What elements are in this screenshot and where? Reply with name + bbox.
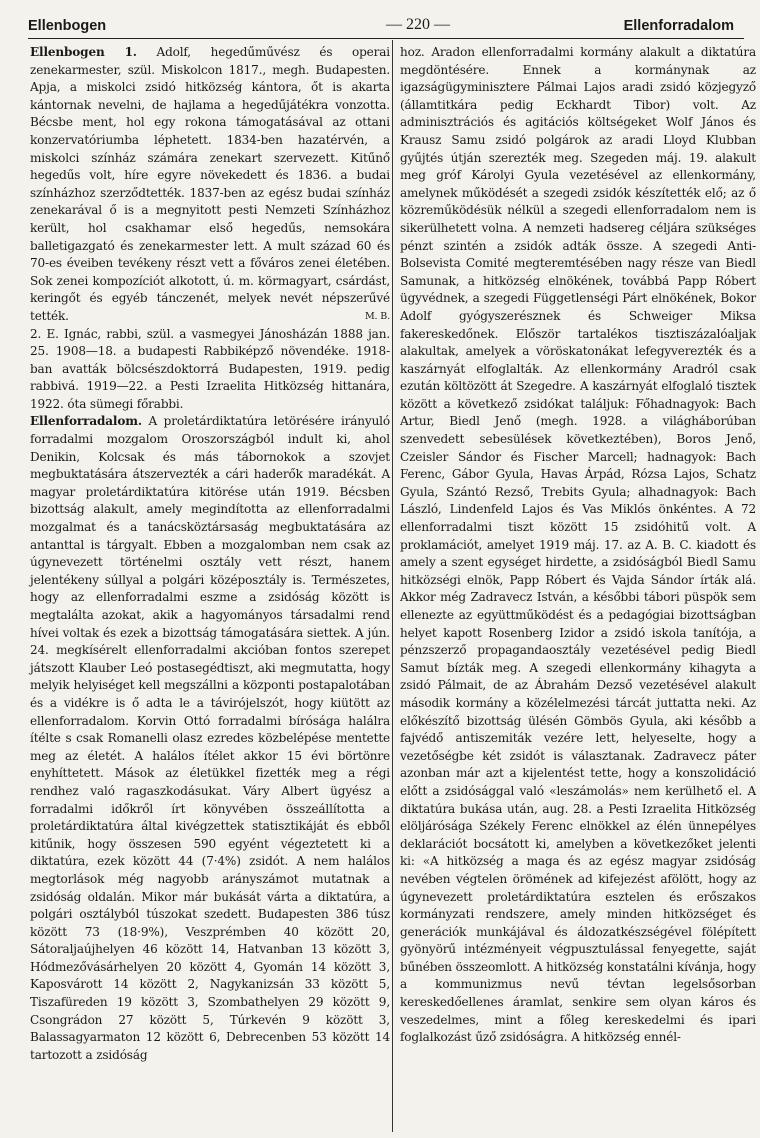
page-number: — 220 — xyxy=(386,16,450,33)
entry-headword: Ellenbogen 1. xyxy=(30,45,137,59)
entry-ellenforradalom-continued xyxy=(400,44,756,1047)
right-column xyxy=(400,44,756,1047)
header-rule xyxy=(28,38,744,39)
entry-text: hoz. Aradon ellenforradalmi kormány alakult a diktatúra megdöntésére. Ennek a kormánynak az igazságügyminisztere Pálmai Lajos aradi zsidó közjegyző (államtitkára pedig Eckhardt Tibor) volt. Az adminisztrációs és agitációs költségeket Wolf János és Krausz Samu zsidó polgárok az aradi Lloyd Klubban gyűjtés útján szerezték meg. Szegeden máj. 19. alakult meg gróf Károlyi Gyula vezetésével az ellenkormány, amelynek működését a szegedi zsidók készítették elő; az ő közreműködésük nélkül a szegedi ellenforradalom nem is sikerülhetett volna. A nemzeti hadsereg céljára szükséges pénzt szintén a zsidók adták össze. A szegedi Anti-Bolsevista Comité megteremtésében nagy része van Biedl Samunak, a hitközség elnökének, továbbá Papp Róbert ügyvédnek, a szegedi Függetlenségi Párt elnökének, Bokor Adolf gyógyszerésznek és Schweiger Miksa fakereskedőnek. Először tartalékos tisztiszázalóaljak alakultak, amelyek a vöröskatonákat lefegyverezték és a kaszárnyát elfoglalták. Az ellenkormány Aradról csak ezután költözött át Szegedre. A kaszárnyát elfoglaló tisztek között a következő zsidókat találjuk: Főhadnagyok: Bach Artur, Biedl Jenő (megh. 1928. a világháborúban szenvedett sebesülések következtében), Boros Jenő, Czeisler Sándor és Fischer Marcell; hadnagyok: Bach Ferenc, Gábor Gyula, Havas Árpád, Rózsa Lajos, Schatz Gyula, Szántó Rezső, Trebits Gyula; alhadnagyok: Bach László, Lindenfeld Lajos és Vas Miklós önkéntes. A 72 ellenforradalmi tiszt között 15 zsidóhitű volt. A proklamációt, amelyet 1919 máj. 17. az A. B. C. kiadott és amely a szent egységet hirdette, a zsidóságból Biedl Samu hitközségi elnök, Papp Róbert és Vajda Sándor írták alá. Akkor még Zadravecz István, a későbbi tábori püspök sem ellenezte az együttműködést és a pedagógiai bizottságban helyet kapott Rosenberg Izidor a zsidó iskola tanítója, a pénzszerző propagandaosztály vezetésével pedig Biedl Samut bízták meg. A szegedi ellenkormány kihagyta a zsidó Pálmait, de az Ábrahám Dezső vezetésével alakult második kormány a közélelmezési tárcát juttatta neki. Az előkészítő bizottság ülésén Gömbös Gyula, aki később a fajvédő antiszemiták vezére lett, helyeselte, hogy a vezetőségbe két zsidót is választanak. Zadravecz páter azonban már azt a kijelentést tette, hogy a konszolidáció előtt a zsidósággal való «leszámolás» nem kerülhető el. A diktatúra bukása után, aug. 28. a Pesti Izraelita Hitközség elöljárósága Székely Ferenc elnökkel az élén ünnepélyes deklarációt bocsátott ki, amelyben a következőket jelenti ki: «A hitközség a maga és az egész magyar zsidóság nevében végtelen örömének ad kifejezést afölött, hogy az úgynevezett proletárdiktatúra esztelen és erőszakos kormányzati rendszere, amely minden hitközséget és generációk munkájával és áldozatkészségével fölépített gyönyörű intézményeit végpusztulással fenyegette, saját bűnében összeomlott. A hitközség konstatálni kívánja, hogy a kommunizmus nevű tévtan legelsősorban kereskedőellenes áramlat, senkire sem olyan káros és veszedelmes, mint a főleg kereskedelmi és ipari foglalkozást űző zsidóságra. A hitközség ennél- xyxy=(400,45,756,1045)
entry-text: 2. E. Ignác, rabbi, szül. a vasmegyei Jánosházán 1888 jan. 25. 1908—18. a budapesti Rabbiképző növendéke. 1918-ban avatták bölcsészdoktorrá Budapesten, 1919. pedig rabbivá. 1919—22. a Pesti Izraelita Hitközség hittanára, 1922. óta sümegi főrabbi. xyxy=(30,326,390,411)
entry-text: A proletárdiktatúra letörésére irányuló forradalmi mozgalom Oroszországból indult ki, ahol Denikin, Kolcsak és más tábornokok a szovjet megbuktatására átszervezték a cári haderők maradékát. A magyar proletárdiktatúra kitörése után 1919. Bécsben bizottság alakult, amely megindította az ellenforradalmi mozgalmat és a tanácsköztársaság megbuktatására az antanttal is tárgyalt. Ebben a mozgalomban nem csak az úgynevezett történelmi osztály vett részt, hanem jelentékeny súllyal a polgári középosztály is. Természetes, hogy az ellenforradalmi eszme a zsidóság között is megtalálta azokat, akik a hagyományos társadalmi rend hívei voltak és ezek a bizottság támogatására siettek. A jún. 24. megkísérelt ellenforradalmi akcióban fontos szerepet játszott Klauber Leó postasegédtiszt, aki megmutatta, hogy melyik helyiséget kell megszállni a központi postapalotában és a vidékre is ő adta le a távirójelszót, hogy kiütött az ellenforradalom. Korvin Ottó forradalmi bírósága halálra ítélte s csak Romanelli olasz ezredes közbelépése mentette meg az életét. A halálos ítélet akkor 15 évi börtönre enyhíttetett. Mások az életükkel fizették meg a régi rendhez való ragaszkodásukat. Váry Albert ügyész a forradalmi időkről írt könyvében összeállította a proletárdiktatúra által kivégzettek statisztikáját és ebből kitűnik, hogy összesen 590 egyént végeztetett ki a diktatúra, ezek között 44 (7·4%) zsidót. A nem halálos megtorlások még nagyobb arányszámot mutatnak a zsidóság oldalán. Mikor már bukását várta a diktatúra, a polgári osztályból túszokat szedett. Budapesten 386 túsz között 73 (18·9%), Veszprémben 40 között 20, Sátoraljaújhelyen 46 között 14, Hatvanban 13 között 3, Hódmezővásárhelyen 20 között 4, Gyomán 14 között 3, Kaposvárott 14 között 2, Nagykanizsán 33 között 5, Tiszafüreden 19 között 3, Szombathelyen 29 között 9, Csongrádon 27 között 5, Túrkevén 9 között 3, Balassagyarmaton 12 között 6, Debrecenben 53 között 14 tartozott a zsidóság xyxy=(30,414,390,1062)
header-right-keyword: Ellenforradalom xyxy=(623,18,734,34)
column-divider xyxy=(392,40,393,1132)
header-left-keyword: Ellenbogen xyxy=(28,18,107,34)
running-header xyxy=(28,6,740,36)
left-column xyxy=(30,44,390,1064)
entry-ellenforradalom xyxy=(30,413,390,1064)
entry-ellenbogen-ignac xyxy=(30,326,390,414)
entry-text: Adolf, hegedűművész és operai zenekarmester, szül. Miskolcon 1817., megh. Budapesten. Apja, a miskolci zsidó hitközség kántora, őt is akarta kántornak nevelni, de hajlama a hegedűjátékra vonzotta. Bécsbe ment, hol egy rokona támogatásával az ottani konzervatóriumba léphetett. 1834-ben hazatérvén, a miskolci színház számára zenekart szervezett. Kitűnő hegedűs volt, híre egyre növekedett és 1836. a budai színházhoz szerződtették. 1837-ben az egész budai színház zenekarával ő is a megnyitott pesti Nemzeti Színházhoz került, hol csakhamar első hegedűs, nemsokára balletigazgató és zenekarmester lett. A mult század 60 és 70-es éveiben tevékeny részt vett a főváros zenei életében. Sok zenei kompozíciót alkotott, ú. m. körmagyart, csárdást, keringőt és egyéb tánczenét, melyek nevét népszerűvé tették. xyxy=(30,45,390,323)
author-signature: M. B. xyxy=(364,310,390,322)
entry-ellenbogen-adolf xyxy=(30,44,390,326)
entry-headword: Ellenforradalom. xyxy=(30,414,142,429)
